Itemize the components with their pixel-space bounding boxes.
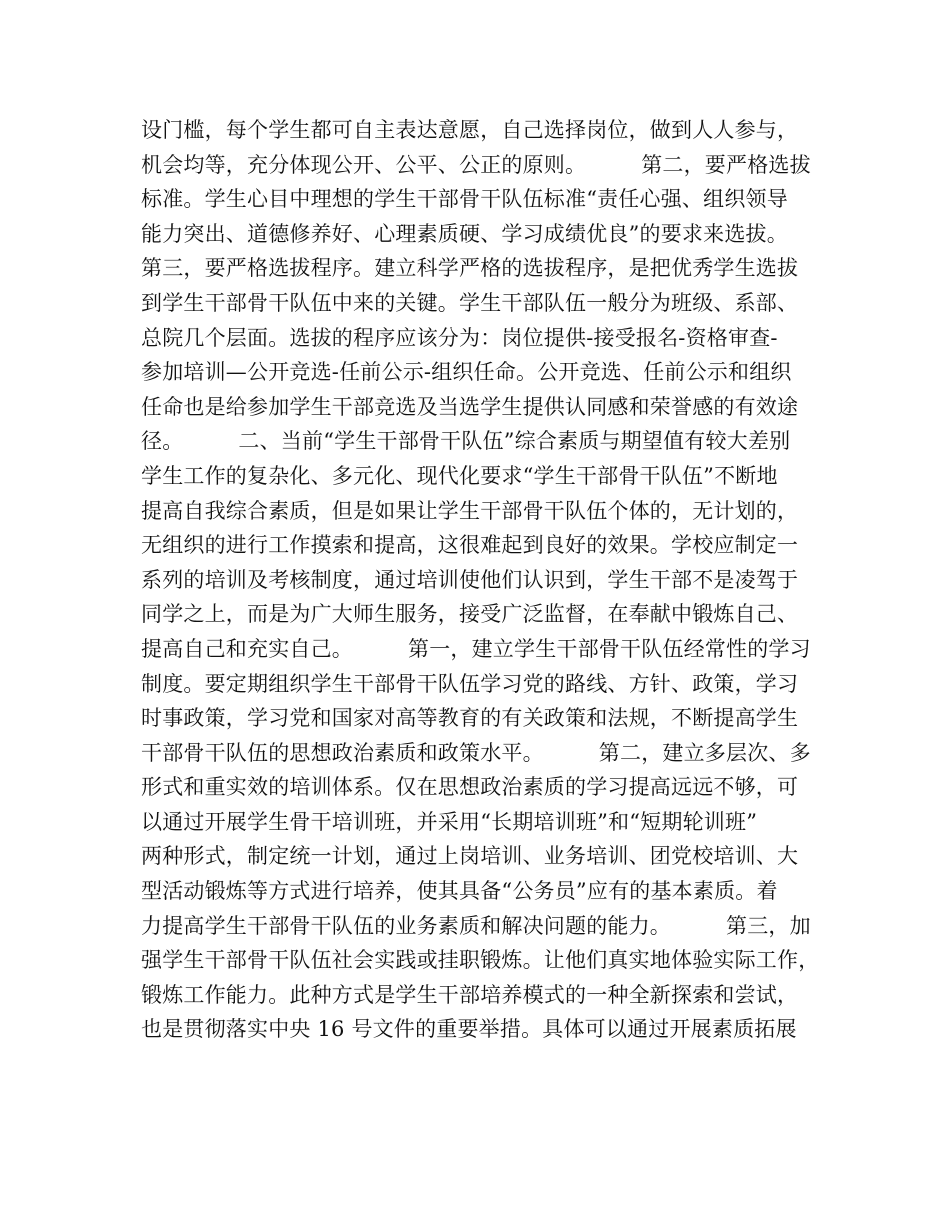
document-body [141,113,821,1047]
text-line: 能力突出、道德修养好、心理素质硬、学习成绩优良”的要求来选拔。 [141,221,788,246]
text-line: 同学之上，而是为广大师生服务，接受广泛监督，在奉献中锻炼自己、 [141,602,799,627]
text-line: 两种形式，制定统一计划，通过上岗培训、业务培训、团党校培训、大 [141,844,799,869]
text-line: 无组织的进行工作摸索和提高，这很难起到良好的效果。学校应制定一 [141,533,799,558]
text-line: 到学生干部骨干队伍中来的关键。学生干部队伍一般分为班级、系部、 [141,290,799,315]
text-line: 形式和重实效的培训体系。仅在思想政治素质的学习提高远远不够，可 [141,775,799,800]
text-line: 以通过开展学生骨干培训班，并采用“长期培训班”和“短期轮训班” [141,809,758,834]
text-line: 时事政策，学习党和国家对高等教育的有关政策和法规，不断提高学生 [141,706,799,731]
text-line: 任命也是给参加学生干部竞选及当选学生提供认同感和荣誉感的有效途 [141,394,799,419]
text-line: 机会均等，充分体现公开、公平、公正的原则。 第二，要严格选拔 [141,152,811,177]
text-line: 学生工作的复杂化、多元化、现代化要求“学生干部骨干队伍”不断地 [141,463,778,488]
text-line: 锻炼工作能力。此种方式是学生干部培养模式的一种全新探索和尝试， [141,982,799,1007]
text-line: 标准。学生心目中理想的学生干部骨干队伍标准“责任心强、组织领导 [141,187,788,212]
text-line: 干部骨干队伍的思想政治素质和政策水平。 第二，建立多层次、多 [141,740,811,765]
text-line: 力提高学生干部骨干队伍的业务素质和解决问题的能力。 第三，加 [141,913,811,938]
text-line: 强学生干部骨干队伍社会实践或挂职锻炼。让他们真实地体验实际工作， [141,948,820,973]
text-line: 设门槛，每个学生都可自主表达意愿，自己选择岗位，做到人人参与， [141,118,799,142]
text-line: 也是贯彻落实中央 16 号文件的重要举措。具体可以通过开展素质拓展 [141,1017,797,1042]
text-line: 参加培训—公开竞选-任前公示-组织任命。公开竞选、任前公示和组织 [141,360,792,385]
text-line: 提高自己和充实自己。 第一，建立学生干部骨干队伍经常性的学习 [141,636,811,661]
text-line: 系列的培训及考核制度，通过培训使他们认识到，学生干部不是凌驾于 [141,567,799,592]
text-line: 型活动锻炼等方式进行培养，使其具备“公务员”应有的基本素质。着 [141,879,778,904]
text-line: 提高自我综合素质，但是如果让学生干部骨干队伍个体的，无计划的， [141,498,799,523]
text-line: 总院几个层面。选拔的程序应该分为：岗位提供-接受报名-资格审查- [141,325,778,350]
text-line: 第三，要严格选拔程序。建立科学严格的选拔程序，是把优秀学生选拔 [141,256,799,281]
text-line: 径。 二、当前“学生干部骨干队伍”综合素质与期望值有较大差别 [141,429,791,454]
text-line: 制度。要定期组织学生干部骨干队伍学习党的路线、方针、政策，学习 [141,671,799,696]
